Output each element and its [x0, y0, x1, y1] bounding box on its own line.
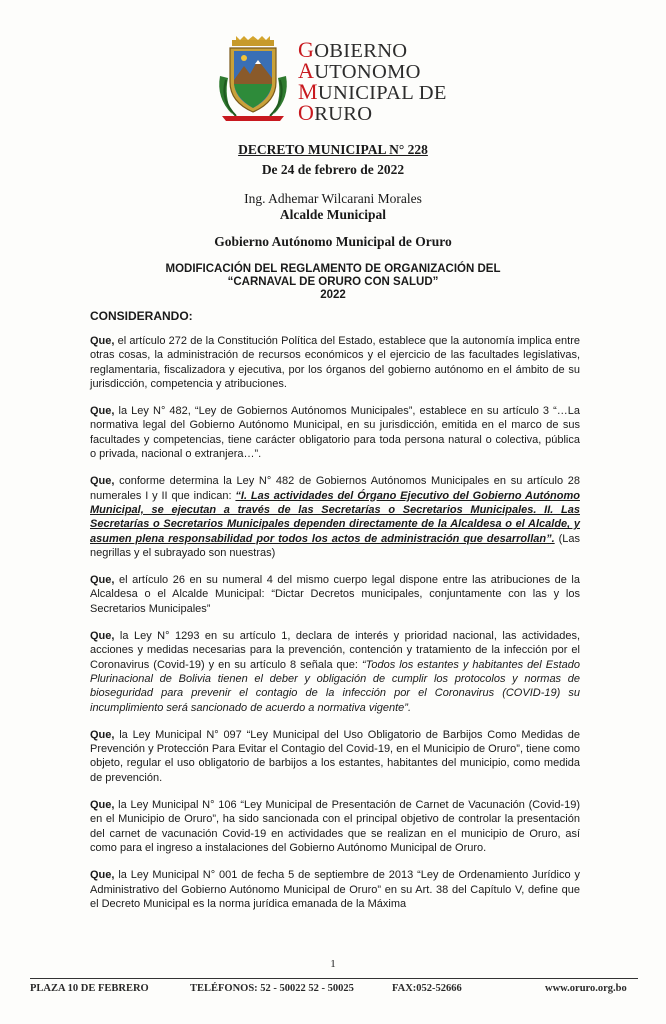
logo-line: AUTONOMO — [298, 58, 421, 83]
paragraph: Que, la Ley Municipal N° 097 “Ley Municipal del Uso Obligatorio de Barbijos Como Medidas de Prevención y Protección Para Evitar el Contagio del Covid-19, en el Municipio de Oruro”, tiene como objeto, regular el uso obligatorio de barbijos a los estantes, habitantes del municipio, como medida de prevención. — [90, 728, 580, 784]
paragraph: Que, el artículo 26 en su numeral 4 del mismo cuerpo legal dispone entre las atribuciones de la Alcaldesa o el Alcalde Municipal: “Dictar Decretos municipales, conjuntamente con las y los Secretarios Municipales” — [90, 574, 580, 615]
footer-address: PLAZA 10 DE FEBRERO — [30, 983, 149, 994]
logo-line: ORURO — [298, 100, 373, 125]
paragraph: Que, el artículo 272 de la Constitución Política del Estado, establece que la autonomía implica entre otras cosas, la administración de recursos económicos y el ejercicio de las facultades legislativas, reglamentaria, fiscalizadora y ejecutiva, por los órganos del gobierno autónomo en el ámbito de su jurisdicción, competencia y atribuciones. — [90, 335, 580, 390]
logo-line: GOBIERNO — [298, 37, 408, 62]
document-body — [90, 334, 580, 924]
paragraph: Que, la Ley Municipal N° 001 de fecha 5 de septiembre de 2013 “Ley de Ordenamiento Jurídico y Administrativo del Gobierno Autónomo Municipal de Oruro” en su Art. 38 del Capítulo V, define que el Decreto Municipal es la norma jurídica emanada de la Máxima — [90, 869, 580, 910]
decree-title: MODIFICACIÓN DEL REGLAMENTO DE ORGANIZACIÓN DEL “CARNAVAL DE ORURO CON SALUD” 2022 — [165, 263, 501, 301]
considerando-heading: CONSIDERANDO: — [90, 309, 193, 323]
logo-wordmark — [298, 37, 447, 125]
footer-phones: TELÉFONOS: 52 - 50022 52 - 50025 — [190, 983, 354, 994]
decree-number: DECRETO MUNICIPAL N° 228 — [238, 142, 428, 157]
municipal-crest-icon — [214, 36, 292, 122]
paragraph: Que, la Ley N° 482, “Ley de Gobiernos Autónomos Municipales”, establece en su artículo 3 “…La normativa legal del Gobierno Autónomo Municipal, en su jurisdicción, emitida en el marco de sus facultades y competencias, tiene carácter obligatorio para toda persona natural o colectiva, pública o privada, nacional o extranjera…”. — [90, 405, 580, 461]
footer-fax: FAX:052-52666 — [392, 983, 462, 994]
paragraph: Que, la Ley N° 1293 en su artículo 1, declara de interés y prioridad nacional, las actividades, acciones y medidas necesarias para la prevención, contención y tratamiento de la infección por el Coronavirus (Covid-19) y en su artículo 8 señala que: “Todos los estantes y habitantes del Estado Plurinacional de Bolivia tienen el deber y obligación de cumplir los protocolos y normas de bioseguridad para prevenir el contagio de la infección por el Coronavirus (COVID-19) su incumplimiento será sancionado de acuerdo a normativa vigente”. — [90, 630, 580, 714]
paragraph: Que, la Ley Municipal N° 106 “Ley Municipal de Presentación de Carnet de Vacunación (Covid-19) en el Municipio de Oruro”, ha sido sancionada con el principal objetivo de controlar la presentación del carnet de vacunación Covid-19 en actividades que se realizan en el municipio de Oruro, así como para el ingreso a instalaciones del Gobierno Autónomo Municipal de Oruro. — [90, 799, 580, 854]
page-number: 1 — [330, 958, 336, 970]
signer-name: Ing. Adhemar Wilcarani Morales — [244, 191, 422, 206]
decree-date: De 24 de febrero de 2022 — [261, 162, 405, 177]
logo-line: MUNICIPAL DE — [298, 79, 447, 104]
footer-website: www.oruro.org.bo — [545, 983, 627, 994]
footer-divider — [30, 978, 638, 979]
signer-title: Alcalde Municipal — [279, 207, 387, 222]
paragraph: Que, conforme determina la Ley N° 482 de Gobiernos Autónomos Municipales en su artículo 28 numerales I y II que indican: “I. Las actividades del Órgano Ejecutivo del Gobierno Autónomo Municipal, se ejecutan a través de las Secretarías o Secretarios Municipales. II. Las Secretarías o Secretarios Municipales dependen directamente de la Alcaldesa o el Alcalde, y asumen plena responsabilidad por todos los actos de administración que desarrollan”. (Las negrillas y el subrayado son nuestras) — [90, 475, 580, 559]
letterhead — [0, 30, 666, 130]
entity-name: Gobierno Autónomo Municipal de Oruro — [214, 234, 452, 249]
